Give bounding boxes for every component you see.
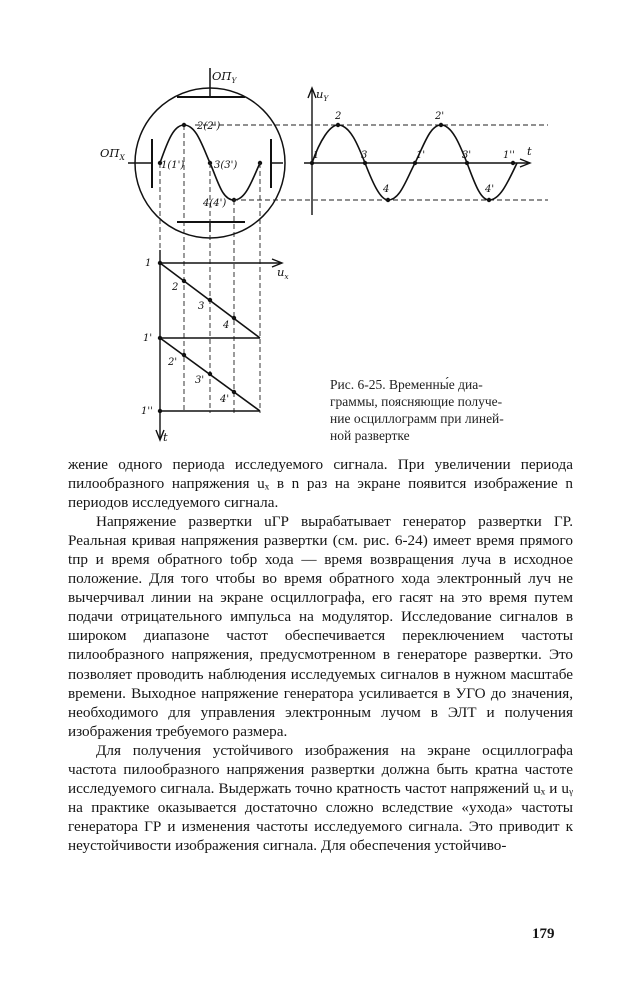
saw-point <box>208 372 212 376</box>
wave-label-1p: 1' <box>416 150 426 161</box>
saw-point <box>182 353 186 357</box>
label-point-4: 4(4') <box>203 198 227 209</box>
label-ux: $u_x$ <box>277 265 289 281</box>
wave-point <box>511 161 515 165</box>
saw-point <box>158 261 162 265</box>
wave-label-4: 4 <box>383 184 390 195</box>
saw-label-2p: 2' <box>168 357 178 368</box>
saw-point <box>232 316 236 320</box>
paragraph-1: жение одного периода исследуемого сигнала. При увеличении периода пилообразного напряжения uₓ в n раз на экране появится изображение n периодов исследуемого сигнала. <box>68 456 573 512</box>
figure-caption: Рис. 6-25. Временны́е диа- граммы, поясняющие получе- ние осциллограмм при линей- ной развертке <box>330 377 504 443</box>
saw-point <box>158 409 162 413</box>
saw-label-4p: 4' <box>220 394 230 405</box>
paragraph-2: Напряжение развертки uГР вырабатывает генератор развертки ГР. Реальная кривая напряжения развертки (см. рис. 6-24) имеет время прямого tпр и время обратного tобр хода — время возвращения луча в исходное положение. Для того чтобы во время обратного хода электронный луч не вычерчивал линии на экране осциллографа, его гасят на это время путем подачи отрицательного импульса на модулятор. Исследование сигналов в широком диапазоне частот обеспечивается переключением частоты пилообразного напряжения, предусмотренном в генераторе развертки. Это позволяет проводить наблюдения исследуемых сигналов в нужном масштабе времени. Выходное напряжение генератора усиливается в УГО до значения, необходимого для управления электронным лучом в ЭЛТ и получения изображения требуемого размера. <box>68 513 573 740</box>
wave-label-1pp: 1'' <box>503 150 515 161</box>
wave-point <box>336 123 340 127</box>
wave-label-4p: 4' <box>485 184 495 195</box>
label-op-x: $ОП_X$ <box>100 146 125 162</box>
saw-label-4: 4 <box>223 320 230 331</box>
saw-label-2: 2 <box>172 282 179 293</box>
saw-point <box>208 298 212 302</box>
wave-point <box>413 161 417 165</box>
page-number: 179 <box>532 926 555 942</box>
saw-label-3: 3 <box>198 301 205 312</box>
wave-point <box>310 161 314 165</box>
wave-label-2: 2 <box>335 111 342 122</box>
label-t-top: t <box>527 144 532 158</box>
label-t-bottom: t <box>163 430 168 444</box>
wave-point <box>465 161 469 165</box>
saw-label-1pp: 1'' <box>141 406 153 417</box>
paragraph-3: Для получения устойчивого изображения на экране осциллографа частота пилообразного напряжения развертки должна быть кратна частоте исследуемого сигнала. Выдержать точно кратность частот напряжений uₓ и uᵧ на практике оказывается достаточно сложно вследствие «ухода» частоты генератора ГР и изменения частоты исследуемого сигнала. Это приводит к неустойчивости изображения сигнала. Для обеспечения устойчиво- <box>68 741 573 854</box>
saw-point <box>158 336 162 340</box>
saw-point <box>182 279 186 283</box>
saw-point <box>232 390 236 394</box>
label-uy: $u_Y$ <box>316 87 329 103</box>
wave-label-1: 1 <box>313 150 320 161</box>
wave-point <box>363 161 367 165</box>
wave-point <box>439 123 443 127</box>
label-point-2: 2(2') <box>197 121 221 132</box>
wave-point <box>487 198 491 202</box>
wave-label-2p: 2' <box>435 111 445 122</box>
wave-point <box>386 198 390 202</box>
label-op-y: $ОП_Y$ <box>212 69 237 85</box>
body-text <box>68 455 573 855</box>
saw-label-3p: 3' <box>195 375 205 386</box>
saw-label-1: 1 <box>145 258 152 269</box>
wave-label-3: 3 <box>361 150 368 161</box>
label-point-1: 1(1') <box>161 160 185 171</box>
label-point-3: 3(3') <box>214 160 238 171</box>
saw-label-1p: 1' <box>143 333 153 344</box>
wave-label-3p: 3' <box>462 150 472 161</box>
